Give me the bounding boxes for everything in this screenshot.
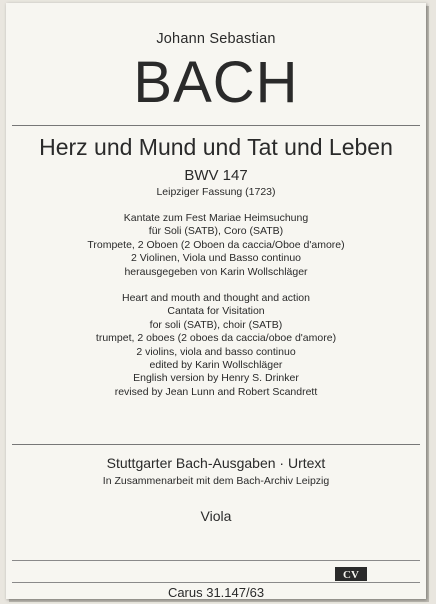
german-line: Trompete, 2 Oboen (2 Oboen da caccia/Oboe d'amore) bbox=[87, 238, 345, 251]
bwv-number: BWV 147 bbox=[184, 167, 248, 184]
english-line: 2 violins, viola and basso continuo bbox=[136, 345, 296, 358]
cooperation-note: In Zusammenarbeit mit dem Bach-Archiv Leipzig bbox=[102, 475, 330, 487]
german-line: herausgegeben von Karin Wollschläger bbox=[124, 265, 308, 278]
catalog-number: Carus 31.147/63 bbox=[167, 585, 265, 600]
version-note: Leipziger Fassung (1723) bbox=[156, 186, 276, 198]
german-line: Kantate zum Fest Mariae Heimsuchung bbox=[123, 212, 309, 224]
svg-text:CV: CV bbox=[343, 569, 359, 581]
english-line: Heart and mouth and thought and action bbox=[122, 292, 310, 304]
work-title: Herz und Mund und Tat und Leben bbox=[39, 134, 393, 160]
english-line: revised by Jean Lunn and Robert Scandrett bbox=[114, 385, 318, 398]
english-line: for soli (SATB), choir (SATB) bbox=[149, 318, 283, 331]
english-line: English version by Henry S. Drinker bbox=[133, 372, 299, 385]
composer-surname: BACH bbox=[133, 50, 299, 115]
carus-logo-icon bbox=[335, 567, 367, 581]
german-line: für Soli (SATB), Coro (SATB) bbox=[148, 225, 284, 238]
german-line: 2 Violinen, Viola und Basso continuo bbox=[130, 252, 302, 265]
english-line: trumpet, 2 oboes (2 oboes da caccia/oboe d'amore) bbox=[95, 332, 337, 345]
footer-rule-top bbox=[12, 560, 420, 561]
title-divider bbox=[12, 125, 420, 126]
german-description bbox=[6, 212, 426, 279]
instrument-part: Viola bbox=[200, 508, 232, 524]
score-cover-page bbox=[6, 3, 426, 599]
footer-rule-bottom bbox=[12, 582, 420, 583]
english-line: edited by Karin Wollschläger bbox=[149, 359, 283, 372]
series-divider bbox=[12, 444, 420, 445]
series-name: Stuttgarter Bach-Ausgaben · Urtext bbox=[106, 455, 326, 471]
english-description bbox=[6, 292, 426, 399]
english-line: Cantata for Visitation bbox=[167, 305, 265, 318]
composer-first-names: Johann Sebastian bbox=[156, 31, 276, 47]
